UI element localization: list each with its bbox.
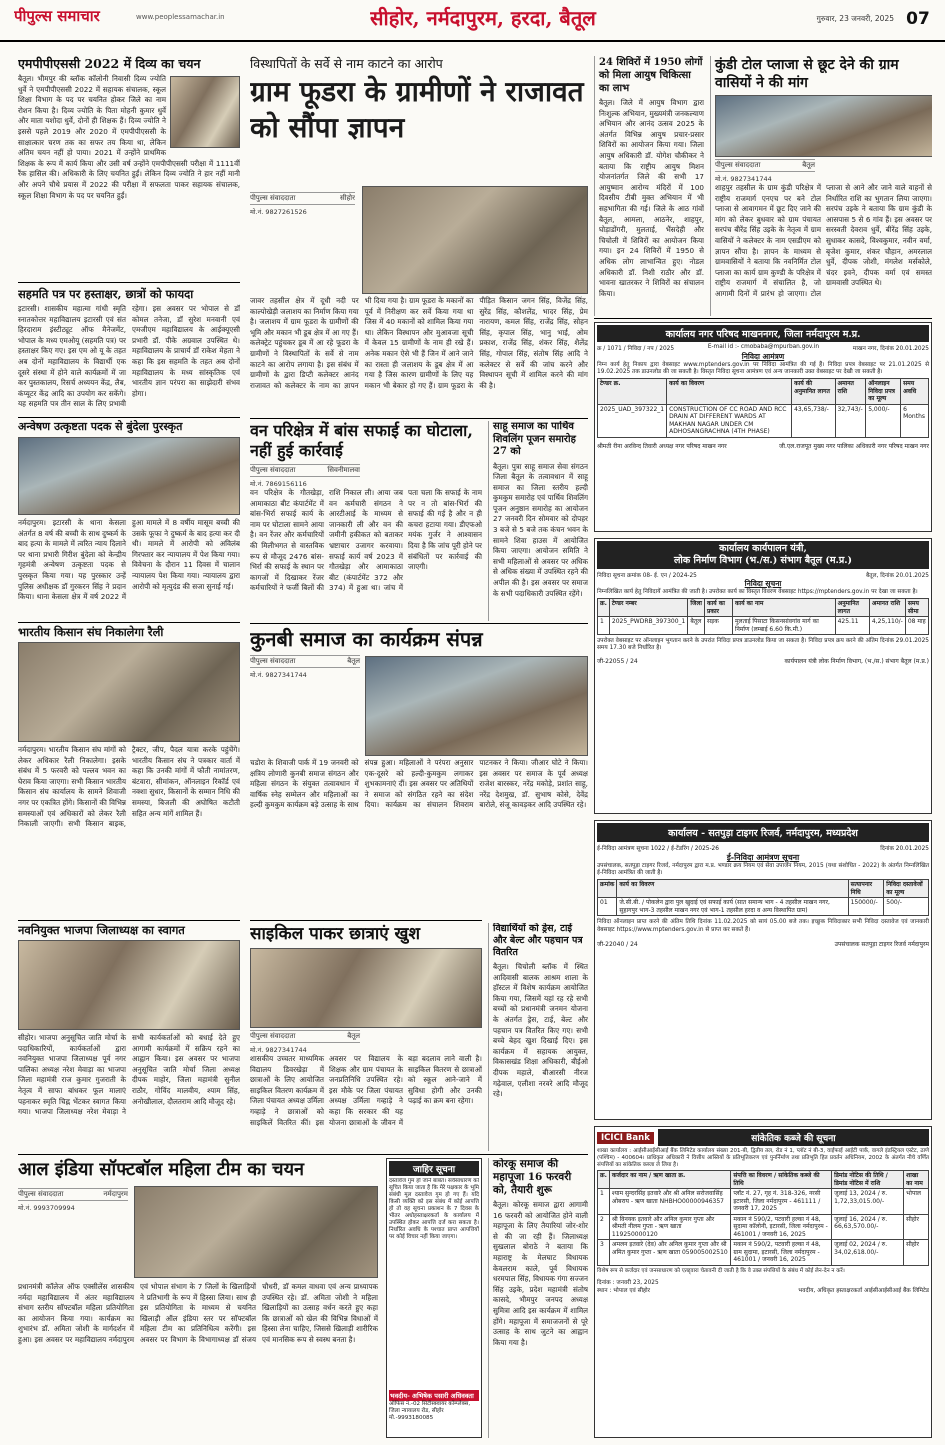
- body: जावर तहसील क्षेत्र में दूधी नदी पर काल्पोखेड़ी जलाशय का निर्माण किया गया है। जलाशय में ग्राम फूडरा के ग्रामीणों की भूमि और मकान भी डूब क्षेत्र में आ गए हैं। कलेक्ट्रेट पहुंचकर डूब में आ रहे फूडरा के ग्रामीणों ने विस्थापितों के सर्वे से नाम काटने का आरोप लगाया है। इस संबंध में ग्रामीणों के द्वारा डिप्टी कलेक्टर आनंद राजावत को कलेक्टर के नाम का ज्ञापन भी दिया गया है। ग्राम फूडरा के मकानों का पूर्व में निरीक्षण कर सर्वे किया गया था जिस में 40 मकानों को शामिल किया गया था। लेकिन विस्थापन और मुआवजा सूची में केवल 15 ग्रामीणों के नाम ही रखे हैं। अनेक मकान ऐसे भी हैं जिन में आने जाने का रास्ता ही जलाशय के डूब क्षेत्र में आ गया है जिस कारण ग्रामीणों के लिए यह मकान भी बेकार हो गए हैं। ग्राम फूडरा के पीड़ित किसान जगन सिंह, विजेंद्र सिंह, सुरेंद्र सिंह, कौशलेंद्र, भादर सिंह, प्रेम नारायण, कमल सिंह, राजेंद्र सिंह, सोहन सिंह, कृपाल सिंह, भानु भाई, ओम प्रकाश, राजेंद्र सिंह, शंकर सिंह, शैलेंद्र सिंह, गोपाल सिंह, संतोष सिंह आदि ने कलेक्टर से सर्वे की जांच करने और विस्थापन सूची में शामिल करने की मांग की है।: [250, 296, 588, 390]
- table-cell: 2025_PWDRB_397300_1: [609, 617, 687, 635]
- possession-table: [597, 1170, 929, 1266]
- table-cell: सड़क: [704, 617, 732, 635]
- table-cell: सीहोर: [904, 1214, 929, 1240]
- col-header: ऑनलाइन निविदा प्रपत्र का मूल्य: [866, 379, 901, 405]
- table-row: [598, 404, 929, 437]
- article-kunbi: [250, 626, 588, 916]
- body: बैतूल। जिले में आयुष विभाग द्वारा निःशुल्क अभियान, मुख्यमंत्री जनकल्याण अभियान और आनंद उत्सव 2025 के अंतर्गत विभिन्न आयुष प्रचार-प्रसार शिविरों का आयोजन किया गया। जिला आयुष अधिकारी डॉ. योगेश चौकीकर ने बताया कि राष्ट्रीय आयुष मिशन योजनांतर्गत जिले की सभी 17 आयुष्मान आरोग्य मंदिरों में 100 दिवसीय टीबी मुक्त अभियान में भी सहभागिता की गई। जिले के आठ गांवों बैतूल, आमला, आठनेर, शाहपुर, घोड़ाडोंगरी, मुलताई, भैंसदेही और चिचोली में शिविरों का आयोजन किया गया। इन 24 शिविरों में 1950 से अधिक लोग लाभान्वित हुए। नोडल अधिकारी डॉ. निशी राठौर और डॉ. भावना खातरकर ने शिविरों का संचालन किया।: [599, 98, 704, 298]
- table-cell: 425.11: [835, 617, 869, 635]
- byline-phone: मो.नं. 9827261526: [250, 208, 307, 216]
- table-cell: श्याम सुन्दरसिंह इतवारे और श्री अनिल सरोजवासिंह ओबराय - ऋण खाता NHBHO00000946357: [609, 1189, 730, 1215]
- ref-number: निविदा सूचना क्रमांक 08- ई. एन / 2024-25: [597, 573, 697, 579]
- table-cell: मकान नं 590/2, पटवारी हल्का नं 48, सुदामा कॉलोनी, इटारसी, जिला नर्मदापुरम - 461001 / जनवरी 16, 2025: [731, 1214, 832, 1240]
- article-bjp: [18, 923, 240, 1151]
- byline: [250, 655, 360, 668]
- col-header: जिला: [688, 599, 705, 617]
- table-cell: 3: [598, 1240, 610, 1266]
- notice-heading: निविदा सूचना: [744, 579, 782, 588]
- byline-city: बैतूल: [802, 161, 815, 169]
- byline-org: पीपुल्स संवाददाता: [250, 194, 296, 202]
- photo-award: [18, 437, 240, 515]
- ref-number: क्र / 1071 / निविदा / नप / 2025: [597, 346, 675, 352]
- article-cycle: [250, 923, 482, 1151]
- sign-cmo: जी.एल.राजपूत मुख्य नगर पालिका अधिकारी नगर परिषद माखन नगर: [778, 442, 929, 450]
- col-header: कार्य की अनुमानित लागत: [792, 379, 835, 405]
- tender-table: [597, 598, 929, 635]
- byline-phone: मो.नं. 9827341744: [250, 1046, 307, 1054]
- headline: कुंडी टोल प्लाजा से छूट देने की ग्राम वासियों ने की मांग: [715, 57, 899, 91]
- col-header: टेण्डर क्र.: [598, 379, 667, 405]
- col-header: शाखा का नाम: [904, 1171, 929, 1189]
- byline-city: सीहोर: [340, 194, 355, 202]
- col-header: समय सीमा: [905, 599, 928, 617]
- table-cell: जे.सी.बी. / पोकलेन द्वारा पुल खुदाई एवं सफाई कार्य (सात समान्य भाग - 4 तहसील माखन नगर, सुहागपुर भाग-3 तहसील माखन नगर एवं भाग-1 तहसील हरदा व अन्य विस्थापित ग्राम): [617, 898, 848, 916]
- notice-footer: विशेष रूप से कर्जदार एवं जनसाधारण को एतद्द्वारा चेतावनी दी जाती है कि वे उक्त संपत्तियों के संबंध में कोई लेन-देन न करें।: [597, 1267, 845, 1274]
- table-cell: सीहोर: [904, 1240, 929, 1266]
- headline: आल इंडिया सॉफ्टबॉल महिला टीम का चयन: [18, 1159, 305, 1180]
- masthead: [0, 0, 945, 42]
- notice-body: दस्तावेज गुम हो जाने बाबत। सर्वसाधारण को सूचित किया जाता है कि मेरे पक्षकार के भूमि संबंधी मूल दस्तावेज गुम हो गए हैं। यदि किसी व्यक्ति को इस संबंध में कोई आपत्ति हो तो वह सूचना प्रकाशन के 7 दिवस के भीतर अधोहस्ताक्षरकर्ता के कार्यालय में उपस्थित होकर आपत्ति दर्ज करा सकता है। निर्धारित अवधि के पश्चात प्राप्त आपत्तियों पर कोई विचार नहीं किया जाएगा।: [389, 1178, 479, 1240]
- notice-heading: निविदा आमंत्रण: [741, 352, 785, 361]
- ref-number: ई-निविदा आमंत्रण सूचना 1022 / ई-टेंडरिंग / 2025-26: [597, 846, 719, 852]
- body: चडोरा के शिवाजी पार्क में 19 जनवरी को क्षत्रिय लोणारी कुनबी समाज संगठन और महिला संगठन के संयुक्त तत्वावधान में वार्षिक स्नेह सम्मेलन और महिलाओं का हल्दी कुमकुम कार्यक्रम बड़े उत्साह के साथ संपन्न हुआ। महिलाओं ने परंपरा अनुसार एक-दूसरे को हल्दी-कुमकुम लगाकर शुभकामनाएं दीं। इस अवसर पर अतिथियों ने समाज को संगठित रहने का संदेश दिया। कार्यक्रम का संचालन शिवराम पाटनकर ने किया। जीआर घोटे ने किया। इस अवसर पर समाज के पूर्व अध्यक्ष राजेश बारस्कर, नरेंद्र मकोड़े, प्रशांत साहू, नरेंद्र देशमुख, डॉ. सुभाष कोसे, देवेंद्र बारोले, संजू कावड़कर आदि उपस्थित रहे।: [250, 758, 588, 810]
- table-cell: जुलाई 16, 2024 / रु. 66,63,570.00/-: [832, 1214, 904, 1240]
- table-row: [598, 1240, 929, 1266]
- article-bamboo: [250, 421, 482, 621]
- col-header: कार्य का विवरण: [617, 880, 848, 898]
- body: शासकीय उच्चतर माध्यमिक विद्यालय डिवरखेड़ा में छात्राओं के लिए आयोजित साइकिल वितरण कार्यक्रम में जिला पंचायत अध्यक्ष उर्मिला गव्हाड़े ने छात्राओं को साइकिलें वितरित कीं। इस अवसर पर विद्यालय के शिक्षक और ग्राम पंचायत के जनप्रतिनिधि उपस्थित रहे। इस मौके पर जिला पंचायत अध्यक्ष उर्मिला गव्हाड़े ने कहा कि सरकार की यह योजना छात्राओं के जीवन में बड़ा बदलाव लाने वाली है। साइकिल वितरण से छात्राओं को स्कूल आने-जाने में सुविधा होगी और उनकी पढ़ाई का क्रम बना रहेगा।: [250, 1054, 482, 1127]
- headline: साइकिल पाकर छात्राएं खुश: [250, 924, 421, 944]
- byline-city: बैतूल: [347, 657, 360, 665]
- table-cell: अमलन इतवारे (देव) और अनिल कुमार गुप्ता और श्री अमित कुमार गुप्ता - ऋण खाता 059005002510: [609, 1240, 730, 1266]
- byline: [715, 159, 815, 172]
- sign-authorised: भवदीय, अधिकृत हस्ताक्षरकर्ता आईसीआईसीआई बैंक लिमिटेड: [798, 1287, 929, 1294]
- col-header: संपत्ति का विवरण / सांकेतिक कब्जे की तिथि: [731, 1171, 832, 1189]
- table-cell: बैतूल: [688, 617, 705, 635]
- table-cell: 1: [598, 617, 610, 635]
- byline-city: बैतूल: [347, 1032, 360, 1040]
- notice-place: स्थान : भोपाल एवं सीहोर: [597, 1287, 650, 1294]
- headline: 24 शिविरों में 1950 लोगों को मिला आयुष चिकित्सा का लाभ: [599, 57, 703, 94]
- photo-kundi: [715, 95, 932, 157]
- byline-phone: मो.नं. 9993709994: [18, 1204, 75, 1212]
- col-header: क्र.: [598, 599, 610, 617]
- page-number: 07: [906, 9, 930, 29]
- notice-date: दिनांक : जनवरी 23, 2025: [597, 1279, 659, 1286]
- article-kisan: [18, 625, 240, 917]
- headline: कोरकू समाज की महापूजा 16 फरवरी को, तैयारी शुरू: [493, 1158, 572, 1196]
- notice-icici: [594, 1126, 932, 1438]
- notice-points: निविदा ऑनलाइन प्राप्त करने की अंतिम तिथि दिनांक 11.02.2025 को सायं 05.00 बजे तक। इच्छुक निविदाकार सभी निविदा दस्तावेज एवं जानकारी वेबसाइट https://www.mptenders.gov.in से प्राप्त कर सकते हैं।: [597, 919, 929, 933]
- photo-bjp: [18, 940, 240, 1030]
- article-softball: [18, 1158, 378, 1438]
- photo-divya: [170, 76, 240, 148]
- table-cell: 500/-: [884, 898, 929, 916]
- headline: नवनियुक्त भाजपा जिलाध्यक्ष का स्वागत: [18, 923, 185, 937]
- notice-intro: निम्न कार्य हेतु निकाय द्वारा वेबसाइट www.mptenders.gov.in पर निविदा आमंत्रित की गई हैं। निविदा प्रपत्र वेबसाइट पर 21.01.2025 से 19.02.2025 तक डाउनलोड की जा सकती है। विस्तृत निविदा सूचना आमंत्रण एवं अन्य जानकारी उक्त वेबसाइट पर देखी जा सकती है।: [597, 362, 929, 376]
- photo-kunbi: [365, 656, 588, 756]
- photo-cycle: [250, 948, 482, 1028]
- table-cell: CONSTRUCTION OF CC ROAD AND RCC DRAIN AT DIFFERENT WARDS AT MAKHAN NAGAR UNDER CM ADHOSANGRACHNA (4TH PHASE): [667, 404, 792, 437]
- col-header: समय अवधि: [901, 379, 929, 405]
- table-cell: भोपाल: [904, 1189, 929, 1215]
- col-header: क्र.: [598, 1171, 610, 1189]
- byline-city: सिवनीमालवा: [327, 466, 360, 474]
- byline-org: पीपुल्स संवाददाता: [250, 1032, 296, 1040]
- headline: भारतीय किसान संघ निकालेगा रैली: [18, 625, 164, 639]
- photo-kisan: [18, 642, 240, 742]
- headline: ग्राम फूडरा के ग्रामीणों ने राजावत को सौंपा ज्ञापन: [250, 75, 584, 144]
- byline: [250, 192, 355, 205]
- table-cell: 43,65,738/-: [792, 404, 835, 437]
- byline-phone: मो.नं. 9827341744: [250, 671, 307, 679]
- col-header: कार्य का प्रकार: [704, 599, 732, 617]
- table-cell: 32,743/-: [835, 404, 866, 437]
- body: बैतूल। चिचोली ब्लॉक में स्थित आदिवासी बालक आश्रम शाला के हॉस्टल में विशेष कार्यक्रम आयोजित किया गया, जिसमें यहां रह रहे सभी बच्चों को प्रधानमंत्री जनमन योजना के अंतर्गत ड्रेस, टाई, बेल्ट और पहचान पत्र वितरित किए गए। सभी बच्चे बेहद खुश दिखाई दिए। इस कार्यक्रम में सहायक आयुक्त, विकासखंड शिक्षा अधिकारी, बीईओ दीपक महाले, बीआरसी नीरज गढ़ेवाल, एलीशा नरवरे आदि मौजूद रहे।: [493, 962, 588, 1099]
- bank-logo-text: ICICI Bank: [601, 1132, 650, 1143]
- tender-table: [597, 879, 929, 916]
- body: बैतूल। पुत्रा साहू समाज सेवा संगठन जिला बैतूल के तत्वावधान में साहू समाज का जिला स्तरीय हल्दी कुमकुम समारोह एवं पार्थिव शिवलिंग पूजन अनुष्ठान समारोह का आयोजन 27 जनवरी दिन सोमवार को दोपहर 3 बजे से 5 बजे तक कंचन भवन के सामने शिवा हाउस में आयोजित किया जाएगा। आयोजन समिति ने सभी महिलाओं से अवसर पर अधिक से अधिक संख्या में उपस्थित रहने की अपील की है। इस अवसर पर समाज के सभी पदाधिकारी उपस्थित रहेंगे।: [493, 461, 588, 598]
- article-ayush: [594, 56, 704, 316]
- table-row: [598, 617, 929, 635]
- table-row: [598, 1189, 929, 1215]
- table-cell: श्री विनयक इतवारे और अनिल कुमार गुप्ता और श्रीमती नीलम गुप्ता - ऋण खाता 119250000120: [609, 1214, 730, 1240]
- article-kundi: [710, 56, 932, 316]
- headline: विद्यार्थियों को ड्रेस, टाई और बेल्ट और पहचान पत्र वितरित: [493, 923, 583, 958]
- col-header: कर्जदार का नाम / ऋण खाता क्र.: [609, 1171, 730, 1189]
- byline-city: नर्मदापुरम: [103, 1190, 128, 1198]
- article-sahmati: [18, 287, 240, 415]
- section-title: सीहोर, नर्मदापुरम, हरदा, बैतूल: [370, 6, 596, 30]
- notice-title: सांकेतिक कब्जे की सूचना: [658, 1129, 929, 1146]
- headline: कुनबी समाज का कार्यक्रम संपन्न: [250, 627, 483, 651]
- notice-code: जी-22040 / 24: [597, 940, 638, 948]
- col-header: अमानत राशि: [869, 599, 905, 617]
- ref-date: दिनांक 20.01.2025: [880, 846, 929, 852]
- bank-logo: [597, 1132, 654, 1144]
- table-cell: प्लॉट नं. 27, गृह नं. 318-326, नरसी इटारसी, जिला नर्मदापुरम - 461111 / जनवरी 17, 2025: [731, 1189, 832, 1215]
- byline-phone: मो.नं. 9827341744: [715, 175, 772, 183]
- article-phudra: [250, 56, 588, 416]
- col-header: कार्य का विवरण: [667, 379, 792, 405]
- tender-table: [597, 378, 929, 438]
- col-header: टेण्डर नम्बर: [609, 599, 687, 617]
- headline: वन परिक्षेत्र में बांस सफाई का घोटाला, नहीं हुई कार्रवाई: [250, 421, 473, 460]
- table-cell: 1: [598, 1189, 610, 1215]
- edition-date: गुरुवार, 23 जनवरी, 2025: [816, 14, 894, 23]
- byline: [250, 464, 360, 477]
- table-row: [598, 1214, 929, 1240]
- notice-makhan-nagar: [594, 322, 932, 532]
- article-sahu: [488, 421, 588, 621]
- photo-phudra: [362, 186, 588, 294]
- col-header: अनुमानित लागत: [835, 599, 869, 617]
- body: बैतूल। कोरकू समाज द्वारा आगामी 16 फरवरी को आयोजित होने वाली महापूजा के लिए तैयारियां जोर-शोर से की जा रही हैं। जिलाध्यक्ष सुखलाल बोराठे ने बताया कि महाराष्ट्र के मेलघाट विधायक केवलराम काले, पूर्व विधायक धरमपाल सिंह, विधायक गंगा सज्जन सिंह उइके, प्रदेश महामंत्री संतोष कासदे, भीमपुर जनपद अध्यक्ष सुमित्रा आदि इस कार्यक्रम में शामिल होंगे। महापूजा में समाजजनों से पूरे उत्साह के साथ जुटने का आह्वान किया गया है।: [493, 1200, 588, 1347]
- notice-sign: भवदीय- अभिषेक पसारी अधिवक्ता: [389, 1390, 479, 1401]
- col-header: डिमांड नोटिस की तिथि / डिमांड नोटिस में राशि: [832, 1171, 904, 1189]
- article-kourku: [488, 1158, 588, 1438]
- col-header: कार्य का नाम: [732, 599, 835, 617]
- email[interactable]: E-mail id :- cmobaba@mpurban.gov.in: [707, 344, 820, 350]
- sign-deputy-director: उपसंचालक सतपुड़ा टाइगर रिजर्व नर्मदापुरम: [834, 940, 929, 948]
- notice-intro: उपसंचालक, सतपुड़ा टाइगर रिजर्व, नर्मदापुरम द्वारा म.प्र. भण्डार क्रय नियम एवं सेवा उपार्जन नियम, 2015 (यथा संशोधित - 2022) के अंतर्गत निम्नलिखित ई-निविदा आमंत्रित की जाती है।: [597, 863, 929, 877]
- notice-satpura: [594, 820, 932, 1120]
- col-header: सत्यापनार निधि: [848, 880, 884, 898]
- table-cell: 2: [598, 1214, 610, 1240]
- byline: [250, 1030, 360, 1043]
- notice-code: जी-22055 / 24: [597, 657, 638, 665]
- notice-title: कार्यालय - सतपुड़ा टाइगर रिजर्व, नर्मदापुरम, मध्यप्रदेश: [597, 823, 929, 842]
- photo-softball: [134, 1186, 378, 1278]
- headline: सहमति पत्र पर हस्ताक्षर, छात्रों को फायदा: [18, 287, 194, 301]
- ref-date: माखन नगर, दिनांक 20.01.2025: [852, 346, 929, 352]
- body: इटारसी। शासकीय महात्मा गांधी स्मृति स्नातकोत्तर महाविद्यालय इटारसी एवं संत हिरदाराम इंस्टीट्यूट ऑफ मैनेजमेंट, भोपाल के मध्य एमओयू (सहमति पत्र) पर हस्ताक्षर किए गए। इस एम ओ यू के तहत अब दोनों महाविद्यालय के विद्यार्थी एक दूसरे संस्था में होने वाले कार्यक्रमों में जा कर पुस्तकालय, रिसर्च अध्ययन केंद्र, लैब, कंप्यूटर केंद्र आदि का उपयोग कर सकेंगे। यह सहमति पत्र तीन साल के लिए प्रभावी रहेगा। इस अवसर पर भोपाल से डॉ कोमल तनेजा, डॉ सुरेश मनवानी एवं एमजीएम महाविद्यालय के आईक्यूएसी प्रभारी डॉ. पीके अग्रवाल उपस्थित थे। महाविद्यालय के प्राचार्य डॉ राकेश मेहता ने कहा कि इस सहमति के तहत अब दोनों महाविद्यालय के मध्य सांस्कृतिक एवं भारतीय ज्ञान परंपरा का साझेदारी संभव होगा।: [18, 304, 240, 409]
- headline: अन्वेषण उत्कृष्टता पदक से बुंदेला पुरस्कृत: [18, 420, 183, 433]
- title-line2: लोक निर्माण विभाग (भ./स.) संभाग बैतूल (म.प्र.): [673, 555, 853, 566]
- article-uniform: [488, 923, 588, 1151]
- table-cell: 5,000/-: [866, 404, 901, 437]
- sign-ee: कार्यपालन यंत्री लोक निर्माण विभाग, (भ./स.) संभाग बैतूल (म.प्र.): [784, 657, 929, 665]
- byline-org: पीपुल्स संवाददाता: [250, 466, 296, 474]
- table-cell: मुलताई पिसाटा किसनसांवगांव मार्ग का निर्माण (लम्बाई 6.60 कि.मी.): [732, 617, 835, 635]
- body: नर्मदापुरम। इटारसी के थाना केसला अंतर्गत 8 वर्ष की बच्ची के साथ दुष्कर्म के बाद हत्या के मामले में त्वरित न्याय दिलाने पर थाना प्रभारी गिरीश बुंदेला को केन्द्रीय गृहमंत्री अन्वेषण उत्कृष्टता पदक से पुरस्कृत किया गया। यह पुरस्कार उन्हें पुलिस अधीक्षक डॉ गुरकरन सिंह ने प्रदान किया। थाना केसला क्षेत्र में वर्ष 2022 में हुआ मामले में 8 वर्षीय मासूम बच्ची की उसके फूफा ने दुष्कर्म के बाद हत्या कर दी थी। मामले में आरोपी को अविलंब गिरफ्तार कर न्यायालय में पेश किया गया। विवेचना के दौरान 11 दिवस में चालान न्यायालय पेश किया गया। न्यायालय द्वारा आरोपी को मृत्युदंड की सजा सुनाई गई।: [18, 518, 240, 602]
- brand-logo: पीपुल्स समाचार: [14, 7, 100, 25]
- body: सीहोर। भाजपा अनुसूचित जाति मोर्चा के पदाधिकारियों, कार्यकर्ताओं द्वारा नवनियुक्त भाजपा जिलाध्यक्ष पूर्व नगर पालिका अध्यक्ष नरेश मेवाड़ा का भाजपा जिला महामंत्री राज कुमार गुजराती के नेतृत्व में साफा बांधकर फूल मालाएं पहनाकर स्मृति चिह्न भेंटकर स्वागत किया गया। भाजपा जिलाध्यक्ष नरेश मेवाड़ा ने सभी कार्यकर्ताओं को बधाई देते हुए आगामी कार्यक्रमों में सक्रिय रहने का आह्वान किया। इस अवसर पर भाजपा अनुसूचित जाति मोर्चा जिला अध्यक्ष दीपक माहोर, जिला महामंत्री सुनील राठौर, गोविंद मालवीय, श्याम सिंह, अनोखीलाल, दौलतराम आदि मौजूद रहे।: [18, 1033, 240, 1117]
- body: शाहपुर तहसील के ग्राम कुंडी परिक्षेत्र में राष्ट्रीय राजमार्ग एनएच पर बने टोल प्लाजा से आवागमन में छूट दिए जाने की मांग को लेकर बुधवार को ग्राम पंचायत सरपंच बीरेंद्र सिंह उइके के नेतृत्व में ग्राम वासियों ने कलेक्टर के नाम एसडीएम को ज्ञापन सौंपा है। ज्ञापन के माध्यम से ग्रामवासियों ने बताया कि नवनिर्मित टोल प्लाजा का कार्य ग्राम कुण्डी के परिक्षेत्र में राष्ट्रीय राजमार्ग में संचालित है, जो आगामी दिनों में प्रारंभ हो जाएगा। टोल प्लाजा से आने और जाने वाले वाहनों से निर्धारित राशि का भुगतान लिया जाएगा। सरपंच उइके ने बताया कि ग्राम कुंडी के आसपास 5 से 6 गांव हैं। इस अवसर पर सरस्वती देवराव धुर्वे, बीरेंद्र सिंह उइके, सुधाकर कासदे, विश्वकुमार, नवीन वर्मा, बृजेश कुमार, शंकर चौहान, अमरलाल धुर्वे, दीपक जोशी, मंगलेश मर्सकोले, चंदर इवने, दीपक वर्मा एवं समस्त ग्रामवासी उपस्थित थे।: [715, 183, 932, 298]
- col-header: क्रमांक: [598, 880, 617, 898]
- ref-date: बैतूल, दिनांक 20.01.2025: [865, 573, 929, 579]
- table-cell: जुलाई 13, 2024 / रु. 1,72,33,015.00/-: [832, 1189, 904, 1215]
- byline-org: पीपुल्स संवाददाता: [250, 657, 296, 665]
- website-url[interactable]: www.peoplessamachar.in: [136, 13, 225, 21]
- table-cell: 2025_UAD_397322_1: [598, 404, 667, 437]
- table-cell: 08 माह: [905, 617, 928, 635]
- notice-title: कार्यालय नगर परिषद माखननगर, जिला नर्मदापुरम म.प्र.: [597, 325, 929, 342]
- notice-intro: शाखा कार्यालय : आईसीआईसीआई बैंक लिमिटेड कार्यालय संख्या 201-बी, द्वितीय तल, रोड नं 1, प्लॉट नं बी-3, वाईफाई आईटी पार्क, वागले इंडस्ट्रियल एस्टेट, ठाणे (पश्चिम) - 400604। प्राधिकृत अधिकारी ने वित्तीय आस्तियों के प्रतिभूतिकरण एवं पुनर्निर्माण तथा प्रतिभूति हित प्रवर्तन अधिनियम, 2002 के अंतर्गत नीचे वर्णित संपत्तियों का सांकेतिक कब्जा ले लिया है।: [597, 1148, 929, 1168]
- notice-heading: ई-निविदा आमंत्रण सूचना: [726, 853, 800, 862]
- table-cell: 4,25,110/-: [869, 617, 905, 635]
- article-mppsc: [18, 56, 240, 280]
- sign-president: श्रीमती रीना अरविन्द तिवारी अध्यक्ष नगर परिषद माखन नगर: [597, 442, 727, 450]
- article-bundela: [18, 420, 240, 620]
- byline: [18, 1188, 128, 1201]
- kicker: विस्थापितों के सर्वे से नाम काटने का आरोप: [250, 56, 443, 71]
- table-cell: जुलाई 02, 2024 / रु. 34,02,618.00/-: [832, 1240, 904, 1266]
- col-header: निविदा दस्तावेजों का मूल्य: [884, 880, 929, 898]
- headline: साहू समाज का पार्थिव शिवलिंग पूजन समारोह 27 को: [493, 421, 576, 457]
- table-row: [598, 898, 929, 916]
- byline-phone: मो.नं. 7869156116: [250, 480, 307, 488]
- col-header: अमानत राशि: [835, 379, 866, 405]
- table-cell: मकान नं 590/2, पटवारी हल्का नं 48, ग्राम सुदामा, इटारसी, जिला नर्मदापुरम - 461001 / जनवरी 16, 2025: [731, 1240, 832, 1266]
- byline-org: पीपुल्स संवाददाता: [715, 161, 761, 169]
- headline: एमपीपीएससी 2022 में दिव्य का चयन: [18, 56, 201, 71]
- notice-footer: उपरोक्त वेबसाइट पर ऑनलाइन भुगतान करने के उपरांत निविदा प्रपत्र डाउनलोड किया जा सकता है। निविदा प्रपत्र क्रय करने की अंतिम दिनांक 29.01.2025 समय 17.30 बजे निर्धारित है।: [597, 638, 929, 652]
- title-line1: कार्यालय कार्यपालन यंत्री,: [719, 543, 807, 554]
- body: नर्मदापुरम। भारतीय किसान संघ मांगों को लेकर अधिकार रैली निकालेगा। इसके संबंध में 5 फरवरी को पल्लव भवन का घेराव किया जाएगा। सभी किसान भारतीय किसान संघ कार्यालय के सामने शिवाजी नगर पर एकत्रित होंगे। किसानों की विभिन्न समस्याओं एवं अधिकारों को लेकर रैली निकाली जाएगी। सभी किसान बाइक, ट्रैक्टर, जीप, पैदल यात्रा करके पहुंचेंगे। भारतीय किसान संघ ने पत्रकार वार्ता में कहा कि उनकी मांगों में फौती नामांतरण, बंटवारा, सीमांकन, ऑनलाइन रिकॉर्ड एवं नक्शा सुधार, किसानों के सम्मान निधि की समस्या, बिजली की अघोषित कटौती सहित अन्य मांगें शामिल हैं।: [18, 745, 240, 829]
- table-cell: 150000/-: [848, 898, 884, 916]
- body: वन परिक्षेत्र के गौतखेड़ा, आमाकाठा बीट कंपार्टमेंट में बांस-भिर्रा सफाई कार्य के नाम पर घोटाला सामने आया है। वन रेंजर और कर्मचारियों की मिलीभगत से वास्तविक रूप से मौजूद 2476 बांस-भिर्रा की सफाई के स्थान पर कागजों में दिखाकर रेंजर कर्मचारियों ने फर्जी बिलों की राशि निकाल ली। आया जब वन कर्मचारी संगठन ने आरटीआई के माध्यम से जानकारी ली और वन की जमीनी हकीकत को बताकर भ्रष्टाचार उजागर करवाया। सफाई कार्य वर्ष 2023 में गौतखेड़ा और आमाकाठा बीट (कंपार्टमेंट 372 और 374) में हुआ था। जांच में पता चला कि सफाई के नाम पर न तो बांस-भिर्रा की सफाई की गई है और न ही कचरा हटाया गया। डीएफओ मयंक गुर्जर ने आश्वासन दिया है कि जांच पूरी होने पर संबंधितों पर कार्रवाई की जाएगी।: [250, 488, 482, 593]
- notice-intro: निम्नलिखित कार्य हेतु निविदायें आमंत्रित की जाती है। उपरोक्त कार्य का विस्तृत विवरण वेबसाइट https://mptenders.gov.in पर देखा जा सकता है।: [597, 589, 918, 595]
- table-cell: 6 Months: [901, 404, 929, 437]
- body: प्रधानमंत्री कॉलेज ऑफ एक्सीलेंस शासकीय नर्मदा महाविद्यालय में अंतर महाविद्यालय संभाग स्तरीय सॉफ्टबॉल महिला प्रतियोगिता का आयोजन किया गया। कार्यक्रम का शुभारंभ डॉ. अमिता जोशी के मार्गदर्शन में हुआ। इस अवसर पर महाविद्यालय नर्मदापुरम एवं भोपाल संभाग के 7 जिलों के खिलाड़ियों ने प्रतिभागी के रूप में हिस्सा लिया। साथ ही इस प्रतियोगिता के माध्यम से चयनित खिलाड़ी ऑल इंडिया स्तर पर सॉफ्टबॉल महिला टीम का प्रतिनिधित्व करेंगी। इस अवसर पर विभाग के विभागाध्यक्ष डॉ संजय चौधरी, डॉ कमल वाधवा एवं अन्य प्राध्यापक उपस्थित रहे। डॉ. अमिता जोशी ने महिला खिलाड़ियों का उत्साह वर्धन करते हुए कहा कि छात्राओं को खेल की विभिन्न विधाओं में हिस्सा लेना चाहिए, जिससे खिलाड़ी शारीरिक एवं मानसिक रूप से स्वस्थ बनता है।: [18, 1282, 378, 1344]
- notice-pwd: [594, 538, 932, 814]
- body: बैतूल। भीमपुर की ब्लॉक कॉलोनी निवासी दिव्य ज्योति धुर्वे ने एमपीपीएससी 2022 में सहायक संचालक, स्कूल शिक्षा विभाग के पद पर चयनित होकर जिले का नाम रोशन किया है। दिव्य ज्योति के पिता मोहनी कुमार धुर्वे और माता यशोदा धुर्वे, दोनों ही शिक्षक हैं। दिव्य ज्योति ने इससे पहले 2019 और 2020 में एमपीपीएससी के साक्षात्कार चरण तक का सफर तय किया था, लेकिन अंतिम चयन नहीं हो पाया। 2021 में उन्होंने प्राथमिक शिक्षक के रूप में कार्य किया और उसी वर्ष उन्होंने एमपीपीएससी परीक्षा में 1111वीं रैंक हासिल की। अधिकारी के लिए चयनित हुईं। लेकिन दिव्य ज्योति ने हार नहीं मानी और अपने चौथे प्रयास में 2022 की परीक्षा में सफलता पाकर सहायक संचालक, स्कूल शिक्षा विभाग के पद पर चयनित हुईं।: [18, 74, 240, 200]
- notice-title: [597, 541, 929, 569]
- table-cell: 01: [598, 898, 617, 916]
- notice-address: ऑफिस नं.-02 सिटीस्क्वायर कॉम्प्लेक्स, जिला न्यायालय रोड, सीहोर मो.-9993180085: [389, 1401, 471, 1421]
- notice-jahir: [386, 1158, 482, 1438]
- byline-org: पीपुल्स संवाददाता: [18, 1190, 64, 1198]
- notice-title: जाहिर सूचना: [389, 1161, 479, 1176]
